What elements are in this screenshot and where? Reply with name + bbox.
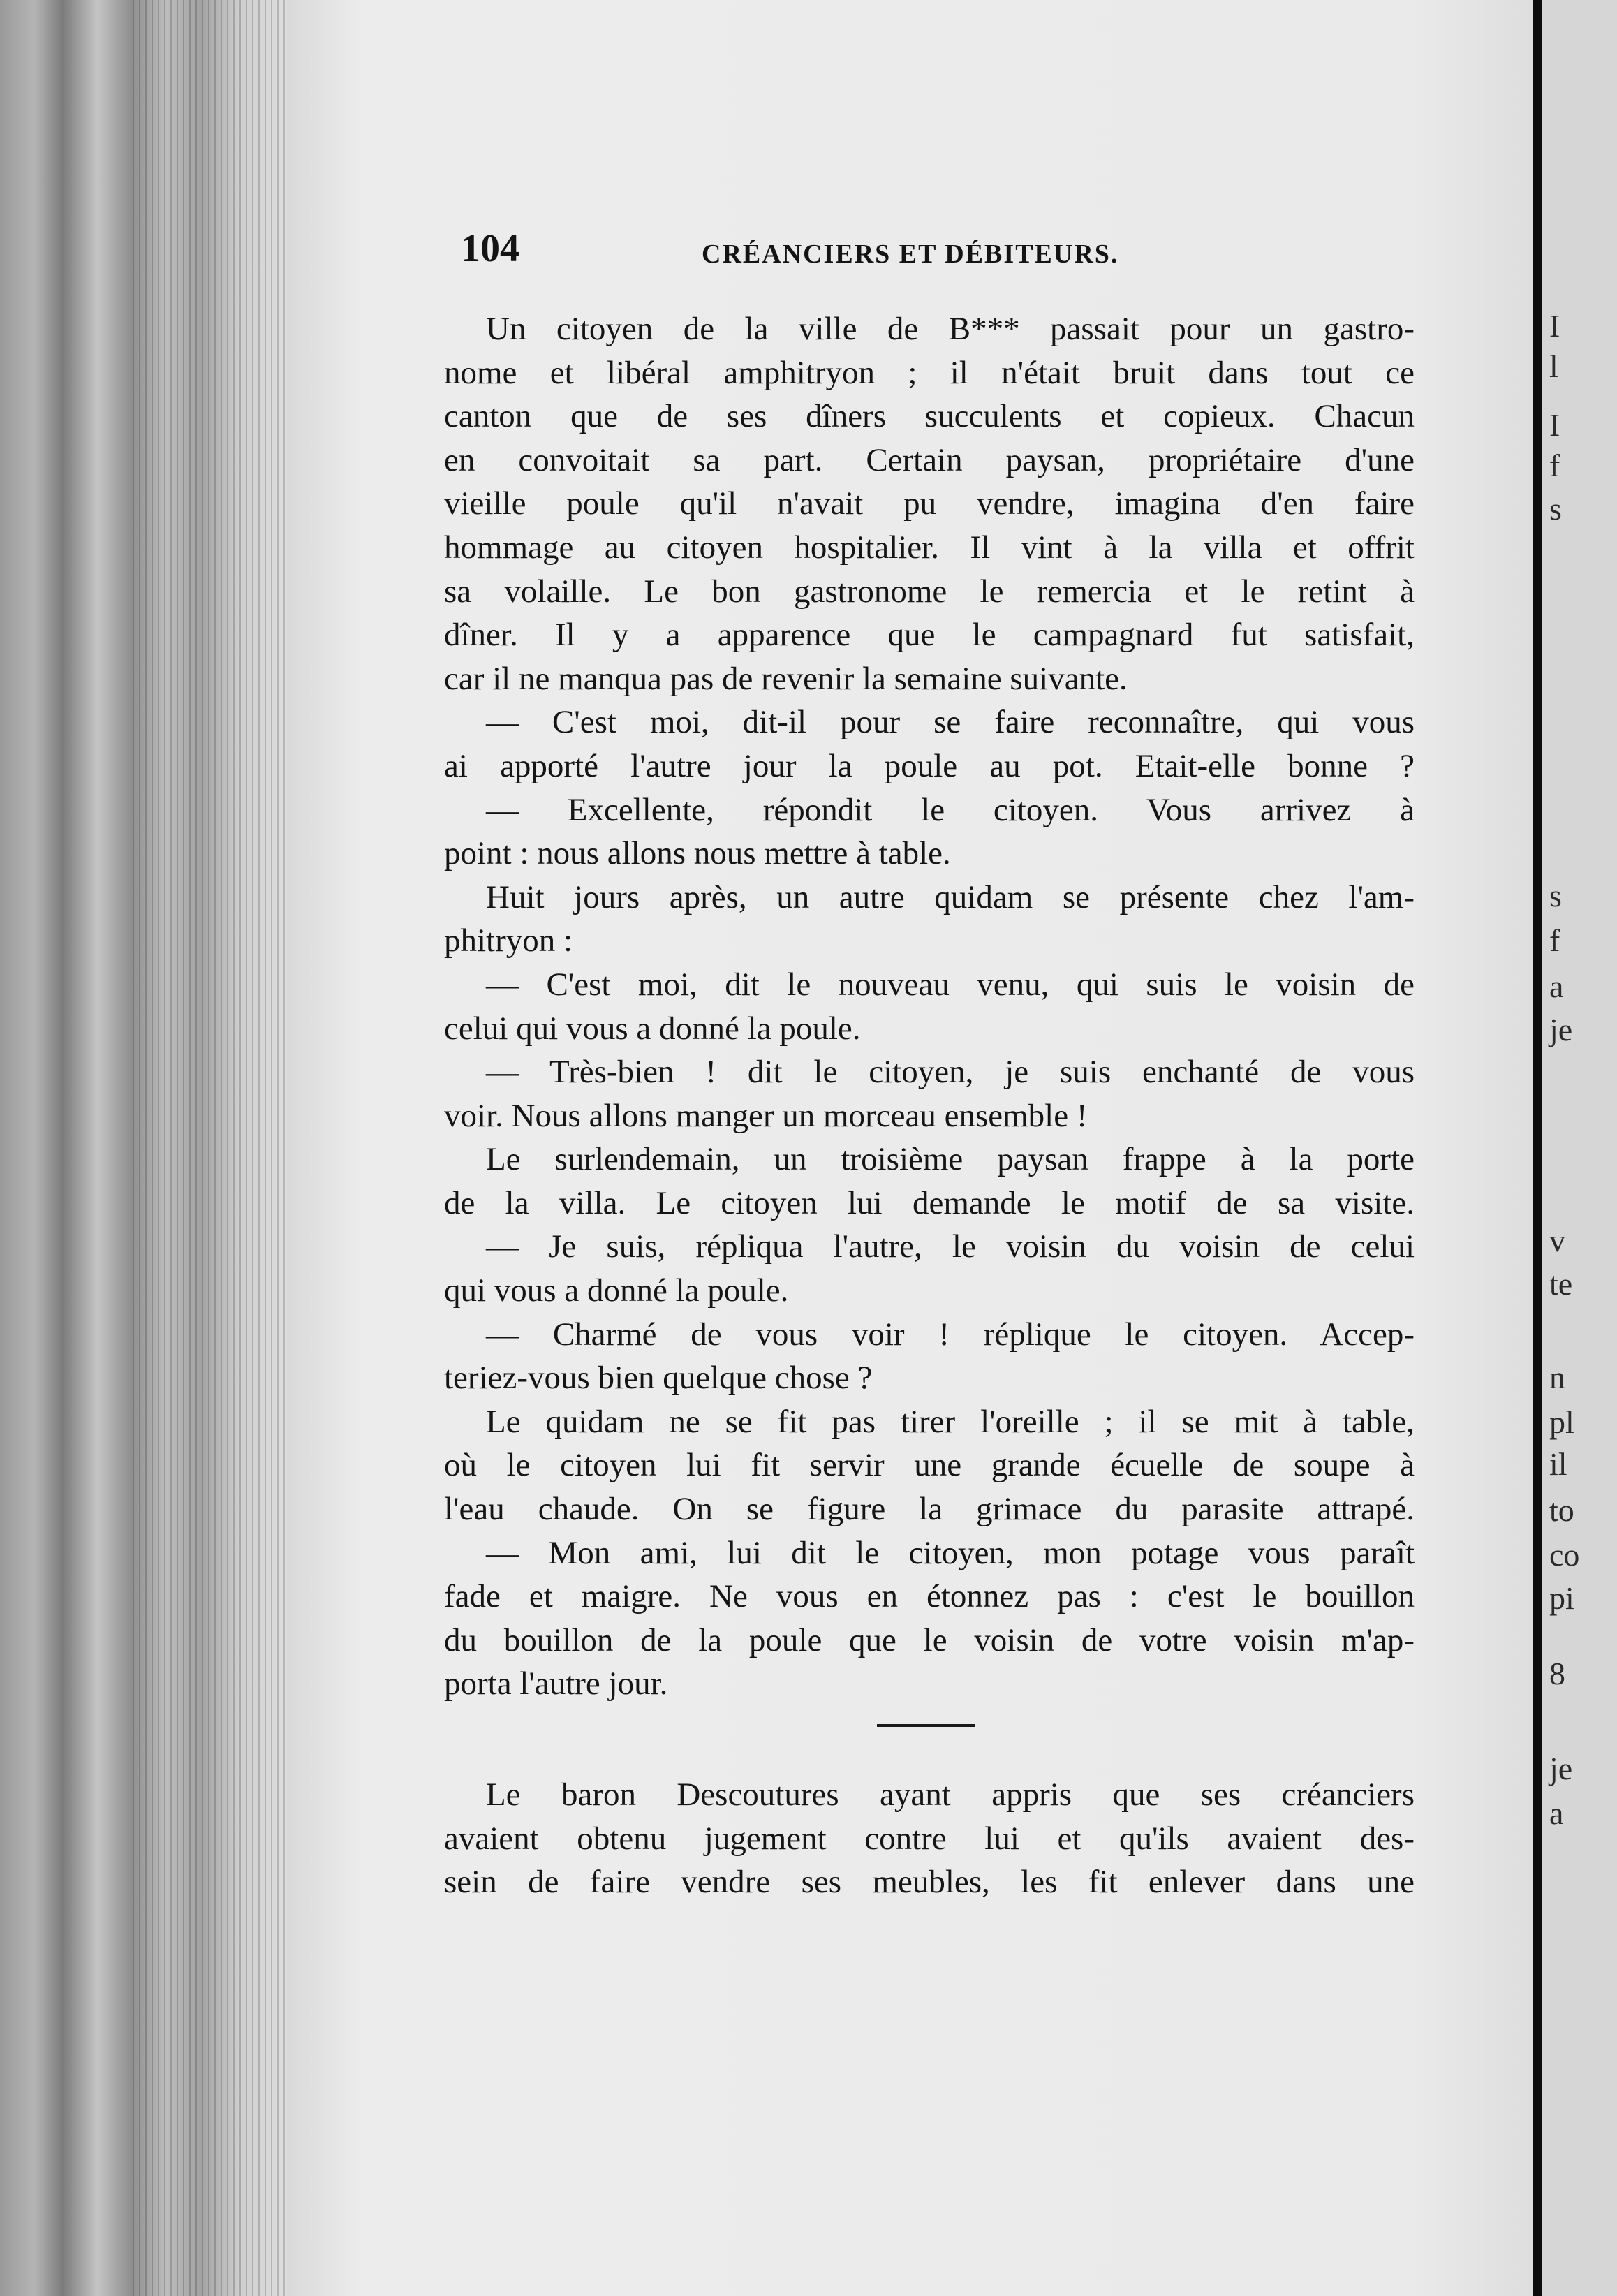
text-line: avaient obtenu jugement contre lui et qu'ils avaient des- <box>444 1820 1415 1857</box>
adjacent-fragment: je <box>1549 1751 1573 1786</box>
page-edges-lines <box>133 0 286 2296</box>
text-line: ai apporté l'autre jour la poule au pot. Etait-elle bonne ? <box>444 747 1415 784</box>
text-line: car il ne manqua pas de revenir la semaine suivante. <box>444 660 1128 697</box>
text-line: — Mon ami, lui dit le citoyen, mon potage vous paraît <box>486 1534 1415 1571</box>
adjacent-page <box>1533 0 1617 2296</box>
text-line: voir. Nous allons manger un morceau ensemble ! <box>444 1097 1088 1134</box>
adjacent-fragment: n <box>1549 1360 1565 1395</box>
text-line: teriez-vous bien quelque chose ? <box>444 1360 873 1397</box>
adjacent-fragment: a <box>1549 969 1564 1004</box>
adjacent-fragment: f <box>1549 922 1560 958</box>
text-line: nome et libéral amphitryon ; il n'était bruit dans tout ce <box>444 354 1415 391</box>
body-text <box>444 307 1415 1904</box>
text-line: porta l'autre jour. <box>444 1665 668 1702</box>
adjacent-fragment: je <box>1549 1012 1573 1047</box>
text-line: — Excellente, répondit le citoyen. Vous arrivez à <box>486 791 1415 828</box>
adjacent-fragment: te <box>1549 1266 1573 1302</box>
adjacent-fragment: 8 <box>1549 1656 1565 1691</box>
text-line: — C'est moi, dit le nouveau venu, qui suis le voisin de <box>486 966 1415 1003</box>
text-line: hommage au citoyen hospitalier. Il vint à la villa et offrit <box>444 529 1415 566</box>
text-line: — Très-bien ! dit le citoyen, je suis enchanté de vous <box>486 1054 1415 1091</box>
text-line: point : nous allons nous mettre à table. <box>444 835 951 872</box>
running-head <box>461 227 1431 272</box>
adjacent-fragment: pi <box>1549 1580 1574 1616</box>
section-divider <box>877 1724 975 1727</box>
adjacent-fragment: f <box>1549 448 1560 483</box>
text-line: Huit jours après, un autre quidam se présente chez l'am- <box>486 878 1415 915</box>
text-line: — C'est moi, dit-il pour se faire reconnaître, qui vous <box>486 704 1415 741</box>
text-line: Le quidam ne se fit pas tirer l'oreille ; il se mit à table, <box>486 1403 1415 1440</box>
text-line: sa volaille. Le bon gastronome le remercia et le retint à <box>444 573 1415 610</box>
text-line: en convoitait sa part. Certain paysan, propriétaire d'une <box>444 441 1415 478</box>
text-line: celui qui vous a donné la poule. <box>444 1010 861 1047</box>
text-line: sein de faire vendre ses meubles, les fit enlever dans une <box>444 1864 1415 1901</box>
text-line: phitryon : <box>444 922 573 959</box>
adjacent-fragment: to <box>1549 1492 1574 1528</box>
adjacent-fragment: s <box>1549 491 1562 527</box>
text-line: fade et maigre. Ne vous en étonnez pas : c'est le bouillon <box>444 1578 1415 1615</box>
text-line: qui vous a donné la poule. <box>444 1272 789 1309</box>
adjacent-fragment: v <box>1549 1223 1565 1258</box>
text-line: du bouillon de la poule que le voisin de votre voisin m'ap- <box>444 1621 1415 1658</box>
page-number: 104 <box>461 227 519 270</box>
text-line: Le surlendemain, un troisième paysan frappe à la porte <box>486 1141 1415 1178</box>
text-line: dîner. Il y a apparence que le campagnard fut satisfait, <box>444 617 1415 654</box>
text-line: — Charmé de vous voir ! réplique le citoyen. Accep- <box>486 1316 1415 1353</box>
running-title: CRÉANCIERS ET DÉBITEURS. <box>702 240 1119 269</box>
adjacent-fragment: I <box>1549 308 1560 344</box>
text-line: vieille poule qu'il n'avait pu vendre, imagina d'en faire <box>444 485 1415 522</box>
text-line: de la villa. Le citoyen lui demande le motif de sa visite. <box>444 1184 1415 1221</box>
adjacent-fragment: l <box>1549 348 1558 384</box>
text-line: Le baron Descoutures ayant appris que ses créanciers <box>486 1776 1415 1813</box>
adjacent-fragment: s <box>1549 878 1562 913</box>
adjacent-fragment: il <box>1549 1446 1567 1482</box>
text-line: canton que de ses dîners succulents et copieux. Chacun <box>444 398 1415 435</box>
adjacent-fragment: a <box>1549 1795 1564 1831</box>
adjacent-fragment: I <box>1549 407 1560 443</box>
text-line: où le citoyen lui fit servir une grande écuelle de soupe à <box>444 1447 1415 1484</box>
text-line: l'eau chaude. On se figure la grimace du parasite attrapé. <box>444 1491 1415 1528</box>
text-line: Un citoyen de la ville de B*** passait pour un gastro- <box>486 311 1415 347</box>
text-line: — Je suis, répliqua l'autre, le voisin du voisin de celui <box>486 1228 1415 1265</box>
adjacent-fragment: co <box>1549 1537 1580 1573</box>
adjacent-fragment: pl <box>1549 1404 1574 1440</box>
